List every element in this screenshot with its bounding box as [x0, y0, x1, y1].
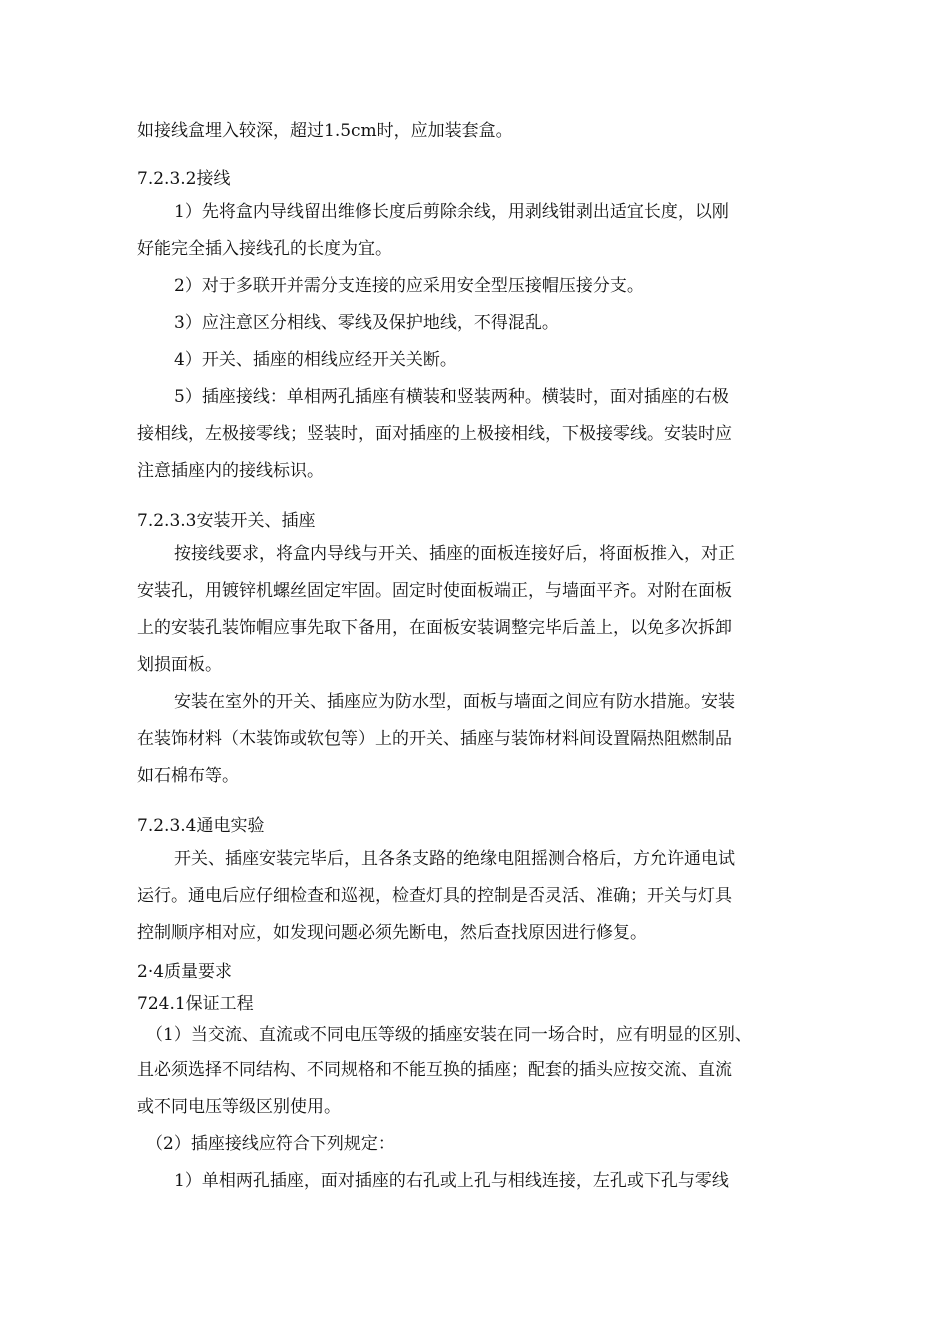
- paragraph-line: 安装孔，用镀锌机螺丝固定牢固。固定时使面板端正，与墙面平齐。对附在面板: [137, 581, 732, 601]
- section-heading-7-2-3-3: 7.2.3.3安装开关、插座: [137, 511, 316, 531]
- paragraph-line: 4）开关、插座的相线应经开关关断。: [174, 350, 457, 370]
- paragraph-line: 安装在室外的开关、插座应为防水型，面板与墙面之间应有防水措施。安装: [174, 692, 735, 712]
- paragraph-line: 在装饰材料（木装饰或软包等）上的开关、插座与装饰材料间设置隔热阻燃制品: [137, 729, 732, 749]
- paragraph-line: 开关、插座安装完毕后，且各条支路的绝缘电阻摇测合格后，方允许通电试: [174, 849, 735, 869]
- paragraph-line: 按接线要求，将盒内导线与开关、插座的面板连接好后，将面板推入，对正: [174, 544, 735, 564]
- paragraph-line: 上的安装孔装饰帽应事先取下备用，在面板安装调整完毕后盖上，以免多次拆卸: [137, 618, 732, 638]
- paragraph-line: 或不同电压等级区别使用。: [137, 1097, 341, 1117]
- paragraph-line: 控制顺序相对应，如发现问题必须先断电，然后查找原因进行修复。: [137, 923, 647, 943]
- paragraph-line: 如接线盒埋入较深，超过1.5cm时，应加装套盒。: [137, 121, 513, 141]
- paragraph-line: 接相线，左极接零线；竖装时，面对插座的上极接相线，下极接零线。安装时应: [137, 424, 732, 444]
- paragraph-line: 运行。通电后应仔细检查和巡视，检查灯具的控制是否灵活、准确；开关与灯具: [137, 886, 732, 906]
- paragraph-line: 如石棉布等。: [137, 766, 239, 786]
- paragraph-line: 好能完全插入接线孔的长度为宜。: [137, 239, 392, 259]
- section-heading-quality: 2·4质量要求: [137, 962, 233, 982]
- section-heading-guarantee: 724.1保证工程: [137, 994, 254, 1014]
- section-heading-7-2-3-4: 7.2.3.4通电实验: [137, 816, 265, 836]
- paragraph-line: 且必须选择不同结构、不同规格和不能互换的插座；配套的插头应按交流、直流: [137, 1060, 732, 1080]
- paragraph-line: 2）对于多联开并需分支连接的应采用安全型压接帽压接分支。: [174, 276, 644, 296]
- paragraph-line: （1）当交流、直流或不同电压等级的插座安装在同一场合时，应有明显的区别、: [146, 1025, 752, 1045]
- paragraph-line: 1）单相两孔插座，面对插座的右孔或上孔与相线连接，左孔或下孔与零线: [174, 1171, 729, 1191]
- paragraph-line: 3）应注意区分相线、零线及保护地线，不得混乱。: [174, 313, 559, 333]
- section-heading-7-2-3-2: 7.2.3.2接线: [137, 169, 231, 189]
- paragraph-line: 划损面板。: [137, 655, 222, 675]
- paragraph-line: 5）插座接线：单相两孔插座有横装和竖装两种。横装时，面对插座的右极: [174, 387, 729, 407]
- paragraph-line: 注意插座内的接线标识。: [137, 461, 324, 481]
- paragraph-line: 1）先将盒内导线留出维修长度后剪除余线，用剥线钳剥出适宜长度，以刚: [174, 202, 729, 222]
- paragraph-line: （2）插座接线应符合下列规定：: [146, 1134, 395, 1154]
